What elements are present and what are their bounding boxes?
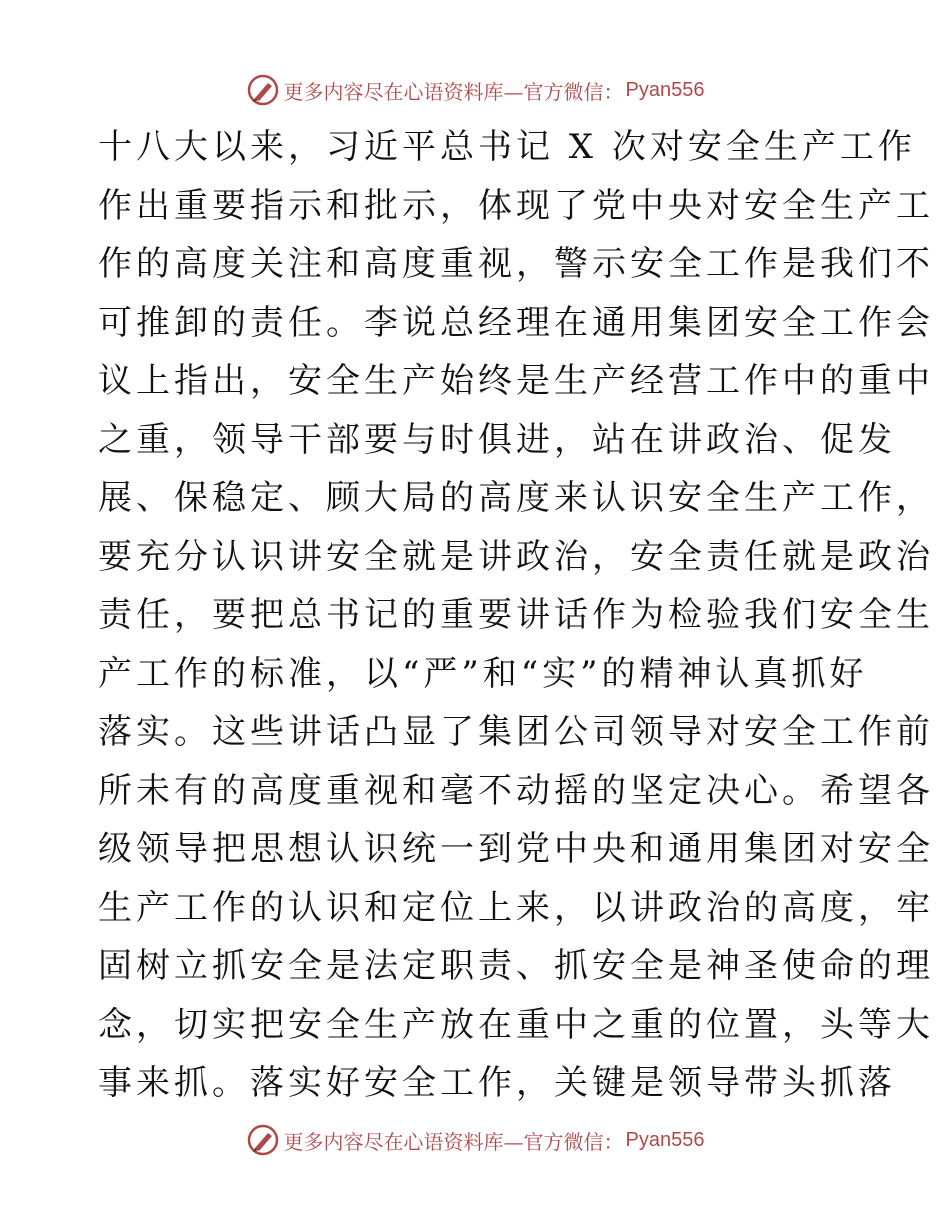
header-watermark-banner — [0, 70, 950, 110]
pen-logo-icon — [246, 73, 280, 107]
body-text-line: 议上指出，安全生产始终是生产经营工作中的重中 — [98, 361, 934, 401]
body-text-line: 生产工作的认识和定位上来，以讲政治的高度，牢 — [98, 887, 934, 928]
footer-banner-wechat-id: Pyan556 — [625, 1128, 705, 1151]
body-text-line: 所未有的高度重视和毫不动摇的坚定决心。希望各 — [98, 770, 934, 811]
body-text-line: 要充分认识讲安全就是讲政治，安全责任就是政治 — [98, 536, 934, 577]
header-banner-text: 更多内容尽在心语资料库—官方微信： — [283, 79, 624, 104]
body-text-line: 固树立抓安全是法定职责、抓安全是神圣使命的理 — [98, 946, 934, 986]
header-banner-wechat-id: Pyan556 — [625, 78, 705, 101]
footer-watermark-banner — [0, 1120, 950, 1160]
body-text-line: 展、保稳定、顾大局的高度来认识安全生产工作， — [98, 478, 934, 518]
body-text-line: 十八大以来，习近平总书记 X 次对安全生产工作 — [98, 127, 916, 167]
document-body — [98, 118, 934, 1113]
body-text-line: 作出重要指示和批示，体现了党中央对安全生产工 — [98, 185, 934, 226]
body-text-line: 落实。这些讲话凸显了集团公司领导对安全工作前 — [98, 712, 934, 752]
body-text-line: 可推卸的责任。李说总经理在通用集团安全工作会 — [98, 302, 934, 343]
body-text-line: 作的高度关注和高度重视，警示安全工作是我们不 — [98, 244, 934, 284]
body-text-line: 级领导把思想认识统一到党中央和通用集团对安全 — [98, 829, 934, 869]
pen-logo-icon — [246, 1123, 280, 1157]
body-text-line: 事来抓。落实好安全工作，关键是领导带头抓落 — [98, 1063, 896, 1103]
body-text-line: 之重，领导干部要与时俱进，站在讲政治、促发 — [98, 419, 896, 460]
body-text-line: 责任，要把总书记的重要讲话作为检验我们安全生 — [98, 595, 934, 635]
body-text-line: 念，切实把安全生产放在重中之重的位置，头等大 — [98, 1004, 934, 1045]
footer-banner-text: 更多内容尽在心语资料库—官方微信： — [283, 1129, 624, 1154]
body-text-line: 产工作的标准，以“严”和“实”的精神认真抓好 — [98, 653, 868, 694]
